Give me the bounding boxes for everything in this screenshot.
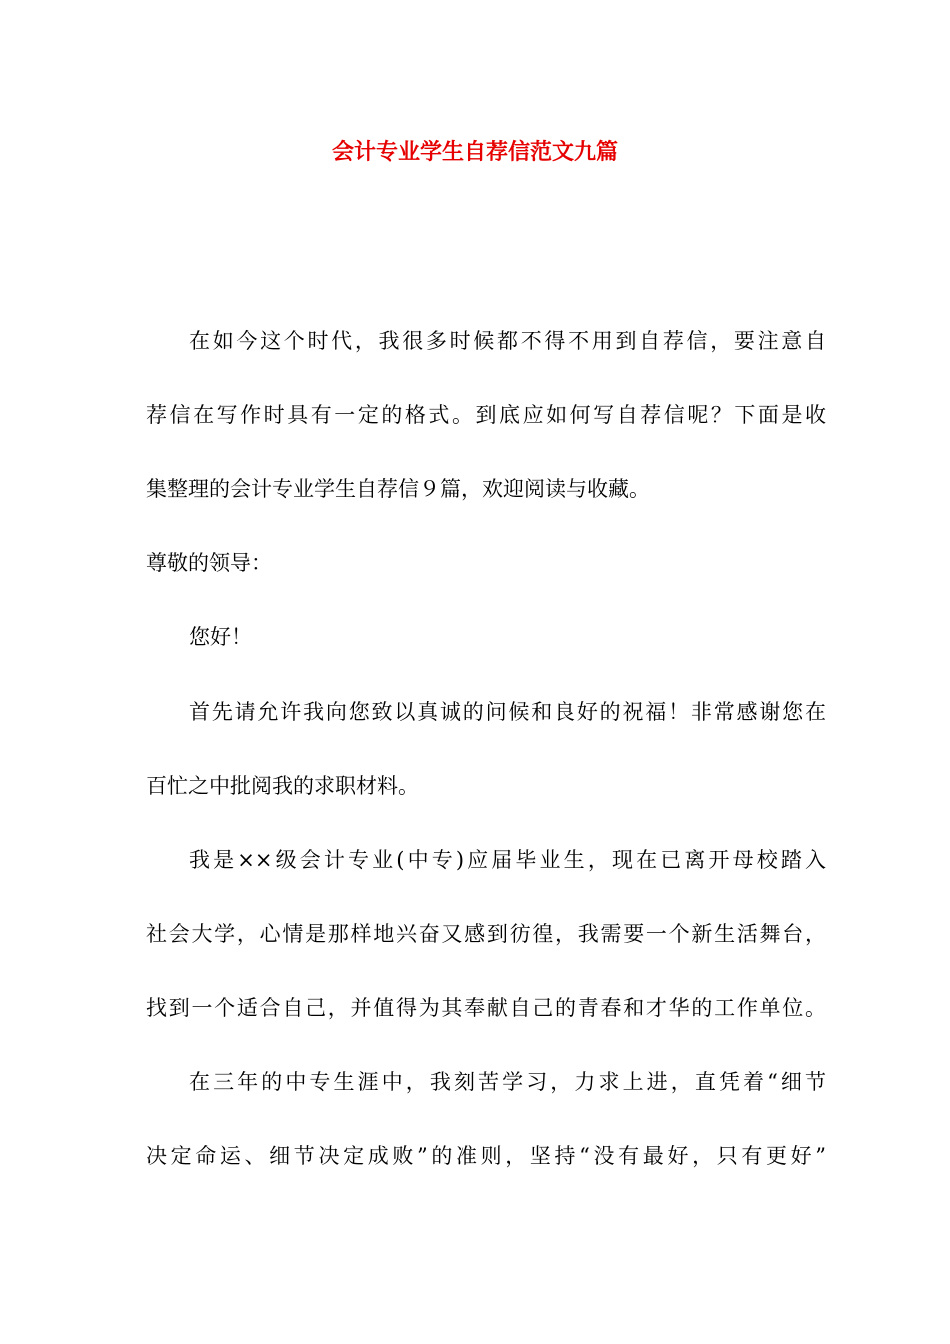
paragraph-line: 我是××级会计专业(中专)应届毕业生，现在已离开母校踏入 — [189, 848, 826, 872]
greeting: 您好！ — [189, 625, 252, 649]
paragraph-line: 找到一个适合自己，并值得为其奉献自己的青春和才华的工作单位。 — [146, 996, 826, 1020]
document-title: 会计专业学生自荐信范文九篇 — [331, 140, 618, 165]
paragraph-line: 决定命运、细节决定成败”的准则，坚持“没有最好，只有更好” — [146, 1144, 826, 1168]
paragraph-line: 社会大学，心情是那样地兴奋又感到彷徨，我需要一个新生活舞台， — [146, 922, 826, 946]
paragraph-line: 集整理的会计专业学生自荐信９篇，欢迎阅读与收藏。 — [146, 477, 650, 501]
salutation: 尊敬的领导： — [146, 551, 272, 575]
paragraph-line: 在如今这个时代，我很多时候都不得不用到自荐信，要注意自 — [189, 329, 826, 353]
paragraph-line: 荐信在写作时具有一定的格式。到底应如何写自荐信呢？下面是收 — [146, 403, 826, 427]
paragraph-line: 在三年的中专生涯中，我刻苦学习，力求上进，直凭着“细节 — [189, 1070, 826, 1094]
paragraph-line: 首先请允许我向您致以真诚的问候和良好的祝福！非常感谢您在 — [189, 700, 826, 724]
paragraph-line: 百忙之中批阅我的求职材料。 — [146, 774, 419, 798]
